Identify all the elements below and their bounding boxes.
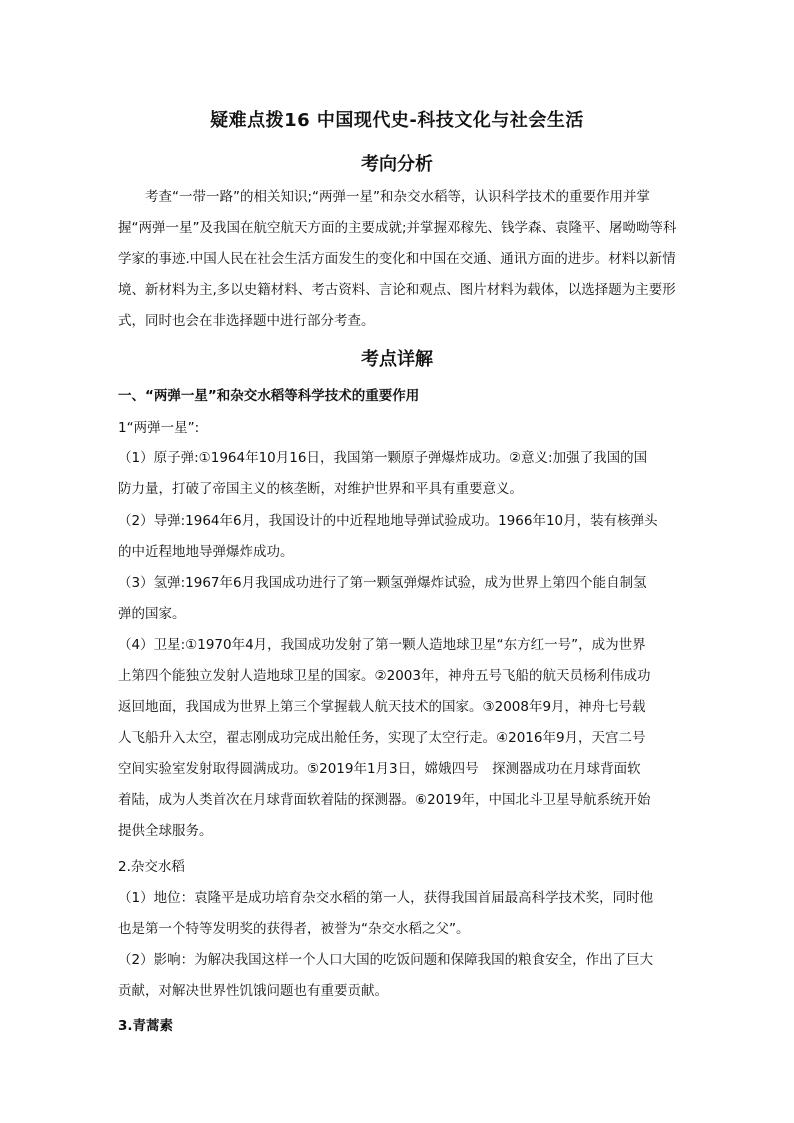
item-label-two-bombs: 1“两弹一星”:: [118, 420, 200, 436]
text-line: 上第四个能独立发射人造地球卫星的国家。②2003年，神舟五号飞船的航天员杨利伟成功: [118, 668, 651, 684]
page-title: 疑难点拨16 中国现代史-科技文化与社会生活: [210, 110, 584, 131]
text-line: 提供全球服务。: [118, 823, 213, 839]
text-line: 空间实验室发射取得圆满成功。⑤2019年1月3日，嫦娥四号 探测器成功在月球背面软: [118, 761, 641, 777]
text-line: 贡献，对解决世界性饥饿问题也有重要贡献。: [118, 983, 388, 999]
text-line: （4）卫星:①1970年4月，我国成功发射了第一颗人造地球卫星“东方红一号”，成为世界: [118, 637, 646, 653]
text-line: 也是第一个特等发明奖的获得者，被誉为“杂交水稻之父”。: [118, 921, 470, 937]
item-label-artemisinin: 3.青蒿素: [118, 1018, 174, 1034]
text-line: （2）导弹:1964年6月，我国设计的中近程地地导弹试验成功。1966年10月，装有核弹头: [118, 513, 658, 529]
text-line: 返回地面，我国成为世界上第三个掌握载人航天技术的国家。③2008年9月，神舟七号载: [118, 699, 646, 715]
text-line: 的中近程地地导弹爆炸成功。: [118, 544, 294, 560]
analysis-paragraph: 考查“一带一路”的相关知识;“两弹一星”和杂交水稻等，认识科学技术的重要作用并掌握“两弹一星”及我国在航空航天方面的主要成就;并掌握邓稼先、钱学森、袁隆平、屠呦呦等科学家的事迹.中国人民在社会生活方面发生的变化和中国在交通、通讯方面的进步。材料以新情境、新材料为主,多以史籍材料、考古资料、言论和观点、图片材料为载体，以选择题为主要形式，同时也会在非选择题中进行部分考查。: [118, 189, 677, 329]
text-line: 弹的国家。: [118, 606, 186, 622]
text-line: （2）影响：为解决我国这样一个人口大国的吃饭问题和保障我国的粮食安全，作出了巨大: [118, 952, 654, 968]
text-line: 防力量，打破了帝国主义的核垄断，对维护世界和平具有重要意义。: [118, 481, 523, 497]
section-heading-analysis: 考向分析: [361, 154, 433, 175]
text-line: （1）原子弹:①1964年10月16日，我国第一颗原子弹爆炸成功。②意义:加强了我国的国: [118, 450, 648, 466]
text-line: （3）氢弹:1967年6月我国成功进行了第一颗氢弹爆炸试验，成为世界上第四个能自制氢: [118, 575, 647, 591]
text-line: 人飞船升入太空，翟志刚成功完成出舱任务，实现了太空行走。④2016年9月，天宫二号: [118, 730, 646, 746]
item-label-hybrid-rice: 2.杂交水稻: [118, 859, 185, 875]
text-line: 着陆，成为人类首次在月球背面软着陆的探测器。⑥2019年，中国北斗卫星导航系统开始: [118, 792, 651, 808]
subsection-heading-1: 一、“两弹一星”和杂交水稻等科学技术的重要作用: [118, 388, 420, 404]
text-line: （1）地位：袁隆平是成功培育杂交水稻的第一人，获得我国首届最高科学技术奖，同时他: [118, 890, 654, 906]
section-heading-details: 考点详解: [361, 349, 433, 370]
